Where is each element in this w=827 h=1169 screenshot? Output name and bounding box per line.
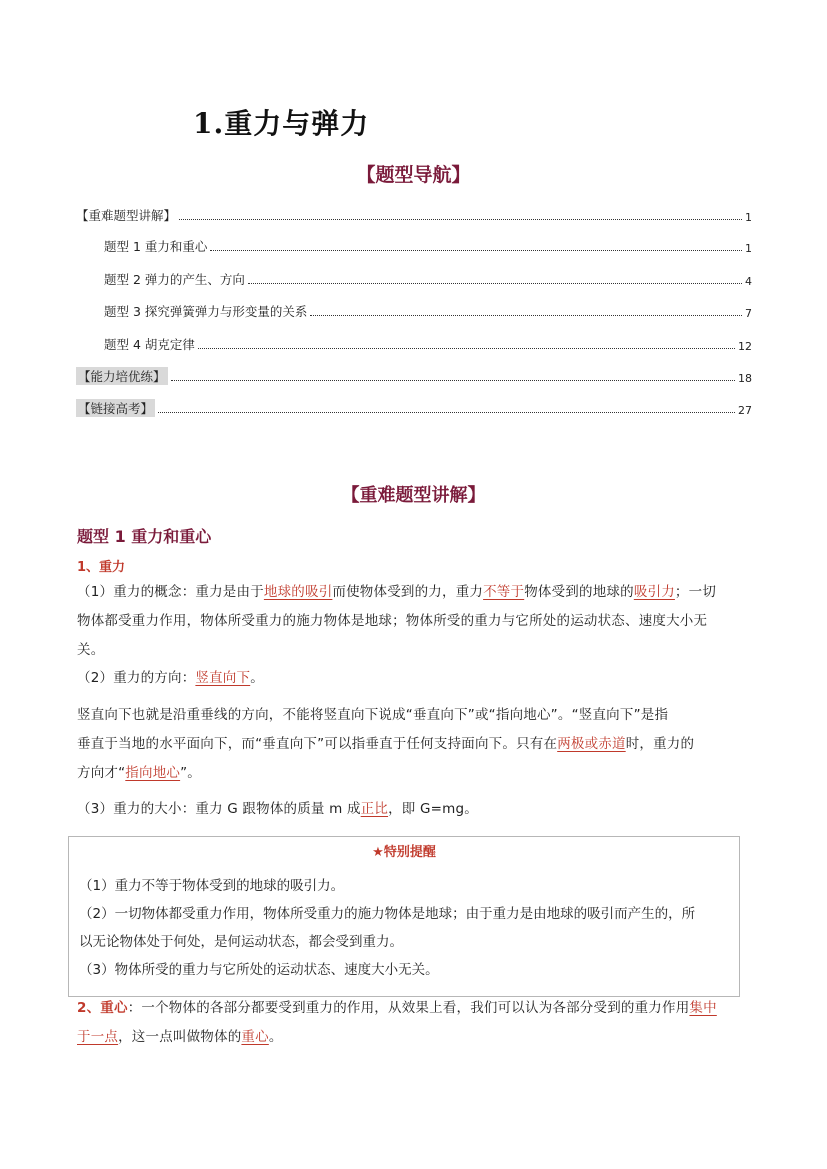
text-line: 关。 bbox=[77, 642, 105, 658]
toc-row[interactable] bbox=[104, 270, 752, 288]
text-line: （3）物体所受的重力与它所处的运动状态、速度大小无关。 bbox=[79, 962, 439, 978]
text-run: ，即 G=mg。 bbox=[388, 801, 478, 817]
text-run: 时，重力的 bbox=[625, 736, 695, 752]
sub-heading-gravity: 1、重力 bbox=[77, 560, 126, 575]
toc-leader bbox=[171, 380, 735, 381]
toc-page: 1 bbox=[745, 242, 752, 255]
section-heading: 【重难题型讲解】 bbox=[341, 485, 486, 506]
toc-row[interactable] bbox=[76, 399, 752, 417]
keyword: 指向地心 bbox=[125, 765, 181, 781]
toc-leader bbox=[210, 250, 742, 251]
toc-row[interactable] bbox=[76, 367, 752, 385]
vertical-direction-paragraph bbox=[77, 701, 753, 788]
text-run: ，这一点叫做物体的 bbox=[118, 1029, 242, 1045]
text-run: （2）重力的方向： bbox=[77, 670, 196, 686]
toc-label: 【重难题型讲解】 bbox=[76, 208, 177, 223]
text-run: 。 bbox=[250, 670, 264, 686]
text-run: 方向才“ bbox=[77, 765, 126, 781]
keyword: 地球的吸引 bbox=[263, 584, 333, 600]
text-run: ”。 bbox=[180, 765, 202, 781]
toc-page: 7 bbox=[745, 307, 752, 320]
text-line: （1）重力不等于物体受到的地球的吸引力。 bbox=[79, 878, 345, 894]
text-run: 而使物体受到的力，重力 bbox=[332, 584, 484, 600]
document-title: 1.重力与弹力 bbox=[193, 107, 370, 140]
toc-label: 题型 2 弹力的产生、方向 bbox=[104, 272, 245, 287]
toc-label: 题型 1 重力和重心 bbox=[104, 239, 208, 254]
keyword: 吸引力 bbox=[633, 584, 675, 600]
toc-label: 题型 4 胡克定律 bbox=[104, 337, 195, 352]
toc-row[interactable] bbox=[76, 206, 752, 224]
sub-heading-center: 2、重心 bbox=[77, 1000, 128, 1016]
toc-leader bbox=[310, 315, 742, 316]
keyword: 不等于 bbox=[483, 584, 525, 600]
type-heading: 题型 1 重力和重心 bbox=[77, 527, 212, 546]
toc-leader bbox=[198, 348, 735, 349]
toc-label: 题型 3 探究弹簧弹力与形变量的关系 bbox=[104, 304, 308, 319]
toc-page: 18 bbox=[738, 372, 752, 385]
gravity-concept-paragraph bbox=[77, 578, 753, 665]
text-line: 竖直向下也就是沿重垂线的方向，不能将竖直向下说成“垂直向下”或“指向地心”。“竖直向下”是指 bbox=[77, 707, 669, 723]
toc-page: 27 bbox=[738, 404, 752, 417]
reminder-text bbox=[79, 872, 739, 984]
toc-label: 【能力培优练】 bbox=[78, 369, 166, 384]
text-run: 垂直于当地的水平面向下，而“垂直向下”可以指垂直于任何支持面向下。只有在 bbox=[77, 736, 558, 752]
nav-heading: 【题型导航】 bbox=[356, 164, 471, 186]
toc-page: 1 bbox=[745, 211, 752, 224]
text-line: 以无论物体处于何处，是何运动状态，都会受到重力。 bbox=[79, 934, 403, 950]
toc-page: 12 bbox=[738, 340, 752, 353]
toc-page: 4 bbox=[745, 275, 752, 288]
text-run: 物体受到的地球的 bbox=[524, 584, 634, 600]
text-run: ：一个物体的各部分都要受到重力的作用，从效果上看，我们可以认为各部分受到的重力作用 bbox=[127, 1000, 690, 1016]
toc-row[interactable] bbox=[104, 335, 752, 353]
toc-leader bbox=[248, 283, 742, 284]
toc-row[interactable] bbox=[104, 302, 752, 320]
toc-row[interactable] bbox=[104, 237, 752, 255]
keyword: 集中 bbox=[689, 1000, 717, 1016]
keyword: 于一点 bbox=[77, 1029, 119, 1045]
toc-label: 【链接高考】 bbox=[78, 401, 154, 416]
text-run: （1）重力的概念：重力是由于 bbox=[77, 584, 264, 600]
keyword: 重心 bbox=[241, 1029, 269, 1045]
reminder-title: ★特别提醒 bbox=[372, 845, 436, 860]
center-of-gravity-paragraph bbox=[77, 994, 753, 1052]
keyword: 竖直向下 bbox=[195, 670, 251, 686]
text-run: 。 bbox=[268, 1029, 283, 1045]
toc-leader bbox=[158, 412, 735, 413]
keyword: 两极或赤道 bbox=[557, 736, 626, 752]
text-run: ；一切 bbox=[674, 584, 717, 600]
gravity-direction-paragraph bbox=[77, 664, 753, 693]
keyword: 正比 bbox=[360, 801, 389, 817]
text-run: （3）重力的大小：重力 G 跟物体的质量 m 成 bbox=[77, 801, 361, 817]
gravity-magnitude-paragraph bbox=[77, 795, 753, 824]
text-line: （2）一切物体都受重力作用，物体所受重力的施力物体是地球；由于重力是由地球的吸引而产生的，所 bbox=[79, 906, 696, 922]
special-reminder-box bbox=[68, 836, 740, 997]
toc-leader bbox=[179, 219, 742, 220]
text-line: 物体都受重力作用，物体所受重力的施力物体是地球；物体所受的重力与它所处的运动状态、速度大小无 bbox=[77, 613, 708, 629]
